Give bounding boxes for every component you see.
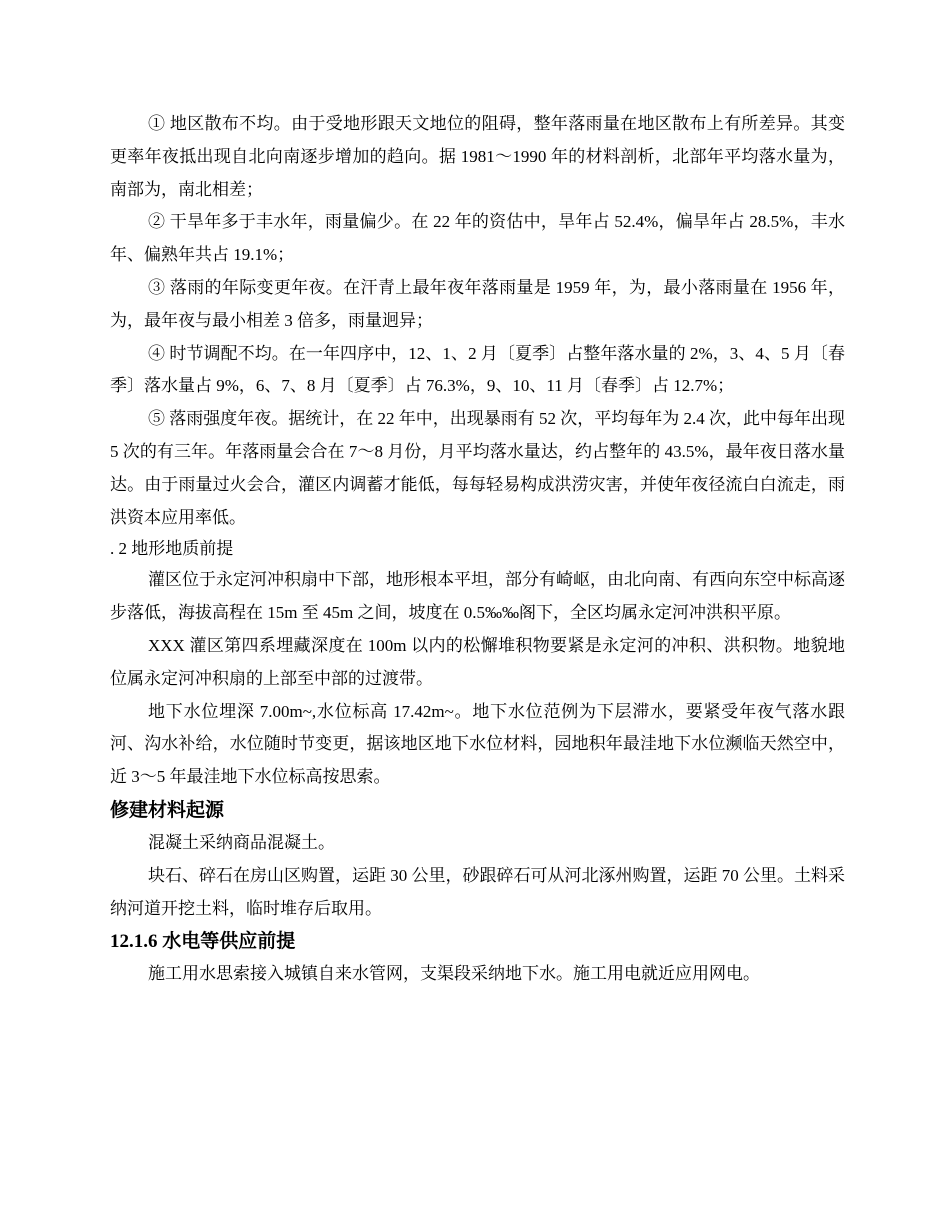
supply-paragraph-1: 施工用水思索接入城镇自来水管网，支渠段采纳地下水。施工用电就近应用网电。	[148, 964, 760, 984]
materials-paragraph-2: 块石、碎石在房山区购置，运距 30 公里，砂跟碎石可从河北涿州购置，运距 70 公里。土料采纳河道开挖土料，临时堆存后取用。	[110, 865, 845, 918]
document-page	[110, 108, 845, 991]
terrain-paragraph-2: XXX 灌区第四系埋藏深度在 100m 以内的松懈堆积物要紧是永定河的冲积、洪积物。地貌地位属永定河冲积扇的上部至中部的过渡带。	[110, 635, 845, 688]
materials-paragraph-1: 混凝土采纳商品混凝土。	[148, 832, 335, 852]
rainfall-point-4: ④ 时节调配不均。在一年四序中，12、1、2 月〔夏季〕占整年落水量的 2%，3、4、5 月〔春季〕落水量占 9%，6、7、8 月〔夏季〕占 76.3%，9、10、11 月〔春季〕占 12.7%；	[110, 343, 845, 396]
section-heading-supply: 12.1.6 水电等供应前提	[110, 931, 296, 953]
rainfall-point-3: ③ 落雨的年际变更年夜。在汗青上最年夜年落雨量是 1959 年，为，最小落雨量在 1956 年，为，最年夜与最小相差 3 倍多，雨量迥异；	[110, 277, 845, 330]
terrain-paragraph-1: 灌区位于永定河冲积扇中下部，地形根本平坦，部分有崎岖，由北向南、有西向东空中标高逐步落低，海拔高程在 15m 至 45m 之间，坡度在 0.5‰‰阁下，全区均属永定河冲洪积平原。	[110, 570, 845, 623]
section-heading-materials: 修建材料起源	[110, 798, 225, 821]
rainfall-point-5: ⑤ 落雨强度年夜。据统计，在 22 年中，出现暴雨有 52 次，平均每年为 2.4 次，此中每年出现 5 次的有三年。年落雨量会合在 7～8 月份，月平均落水量达，约占整年的 43.5%，最年夜日落水量达。由于雨量过火会合，灌区内调蓄才能低，每每轻易构成洪涝灾害，并使年夜径流白白流走，雨洪资本应用率低。	[110, 409, 845, 527]
terrain-paragraph-3: 地下水位埋深 7.00m~,水位标高 17.42m~。地下水位范例为下层滞水，要紧受年夜气落水跟河、沟水补给，水位随时节变更，据该地区地下水位材料，园地积年最洼地下水位濒临天然空中，近 3～5 年最洼地下水位标高按思索。	[110, 701, 845, 787]
rainfall-point-1: ① 地区散布不均。由于受地形跟天文地位的阻碍，整年落雨量在地区散布上有所差异。其变更率年夜抵出现自北向南逐步增加的趋向。据 1981～1990 年的材料剖析，北部年平均落水量为，南部为，南北相差；	[110, 114, 845, 199]
rainfall-point-2: ② 干旱年多于丰水年，雨量偏少。在 22 年的资估中，旱年占 52.4%，偏旱年占 28.5%，丰水年、偏熟年共占 19.1%；	[110, 212, 845, 265]
section-subheading-terrain: . 2 地形地质前提	[110, 539, 234, 559]
